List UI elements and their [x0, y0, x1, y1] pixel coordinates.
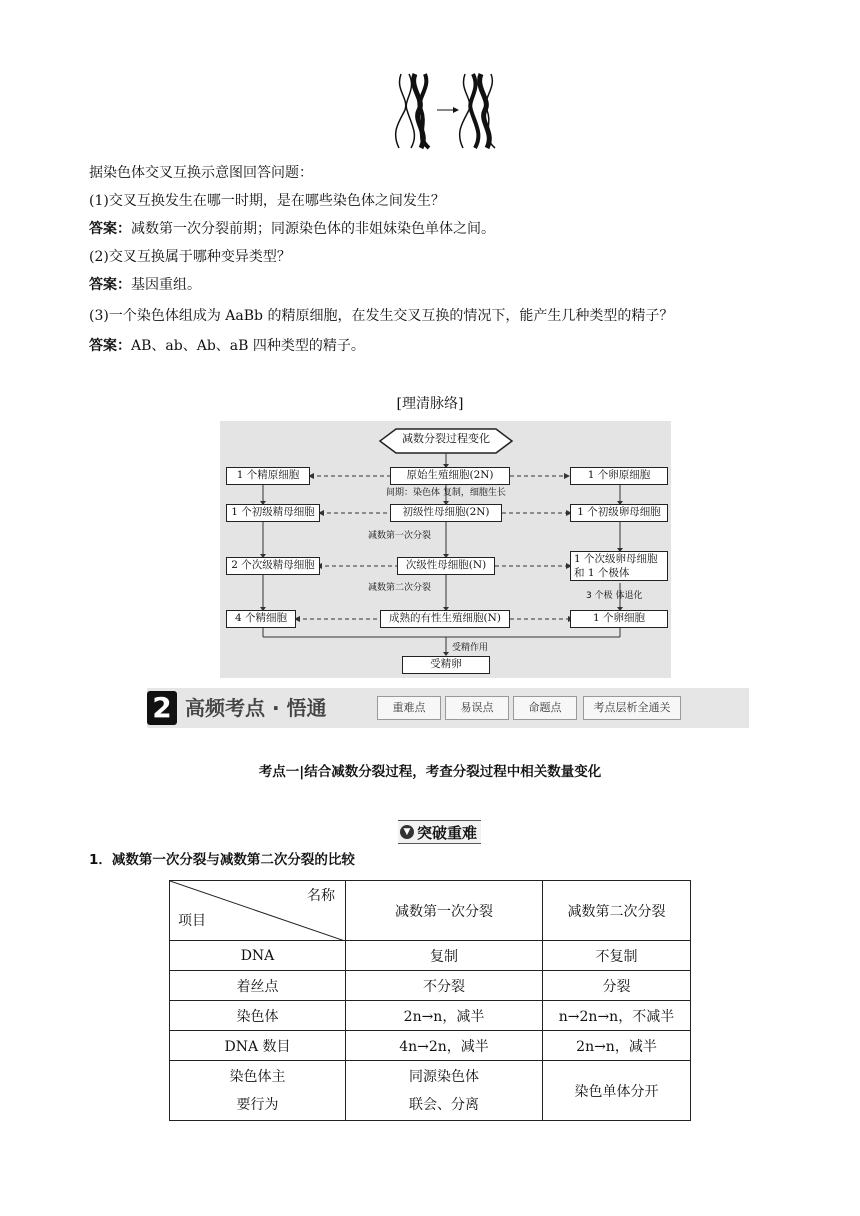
section-banner — [147, 688, 749, 728]
tupo-tag — [398, 820, 481, 844]
table-row-item: 染色体 — [170, 1001, 346, 1031]
tab-proposition[interactable]: 命题点 — [513, 696, 577, 720]
table-row-item — [170, 1061, 346, 1121]
section-number-badge: 2 — [147, 691, 177, 725]
table-cell-line: 同源染色体 — [409, 1068, 479, 1085]
answer-3 — [89, 336, 365, 356]
banner-title: 高频考点 · 悟通 — [185, 696, 327, 720]
table-row-item-line: 染色体主 — [229, 1068, 286, 1085]
answer-2 — [89, 275, 201, 295]
label-meiosis-1: 减数第一次分裂 — [368, 531, 432, 541]
left-box-3: 2 个次级精母细胞 — [226, 557, 320, 575]
label-interphase: 间期：染色体 复制，细胞生长 — [386, 488, 506, 498]
tupo-label: 突破重难 — [417, 823, 478, 842]
table-cell: 2n→n，减半 — [543, 1031, 691, 1061]
table-col-header-1: 减数第一次分裂 — [346, 881, 543, 941]
table-row — [170, 1001, 691, 1031]
kaodian-title: 考点一|结合减数分裂过程，考查分裂过程中相关数量变化 — [258, 764, 602, 780]
flowchart-title: 减数分裂过程变化 — [402, 432, 490, 445]
answer-2-text: 基因重组。 — [131, 277, 201, 293]
answer-label: 答案： — [89, 221, 131, 237]
answer-label: 答案： — [89, 277, 131, 293]
table-row — [170, 1031, 691, 1061]
left-box-2: 1 个初级精母细胞 — [226, 504, 320, 522]
middle-box-1: 原始生殖细胞(2N) — [390, 467, 510, 485]
table-row — [170, 1061, 691, 1121]
table-cell: 不分裂 — [346, 971, 543, 1001]
right-box-3: 1 个次级卵母细胞 和 1 个极体 — [570, 551, 668, 581]
arrow-icon — [453, 107, 459, 113]
crossover-diagram — [385, 70, 503, 152]
answer-3-text: AB、ab、Ab、aB 四种类型的精子。 — [131, 338, 365, 354]
section-title: [理清脉络] — [396, 396, 464, 412]
left-box-4: 4 个精细胞 — [226, 610, 296, 628]
answer-1 — [89, 219, 495, 239]
answer-1-text: 减数第一次分裂前期；同源染色体的非姐妹染色单体之间。 — [131, 221, 495, 237]
middle-box-3: 次级性母细胞(N) — [397, 557, 495, 575]
table-cell: 4n→2n，减半 — [346, 1031, 543, 1061]
question-3: (3)一个染色体组成为 AaBb 的精原细胞，在发生交叉互换的情况下，能产生几种类型的精子？ — [89, 308, 674, 324]
table-row-item-line: 要行为 — [236, 1096, 279, 1113]
label-fertilization: 受精作用 — [452, 643, 489, 653]
tab-error-prone[interactable]: 易误点 — [445, 696, 509, 720]
right-box-2: 1 个初级卵母细胞 — [570, 504, 668, 522]
label-meiosis-2: 减数第二次分裂 — [368, 583, 432, 593]
table-cell: 分裂 — [543, 971, 691, 1001]
table-row-item: 着丝点 — [170, 971, 346, 1001]
table-cell — [346, 1061, 543, 1121]
table-row-item: DNA 数目 — [170, 1031, 346, 1061]
left-box-1: 1 个精原细胞 — [226, 467, 310, 485]
table-row — [170, 941, 691, 971]
triangle-down-icon: ▼ — [400, 825, 414, 839]
tab-key-difficult[interactable]: 重难点 — [377, 696, 441, 720]
label-polar-body: 3 个极 体退化 — [586, 591, 643, 601]
flowchart-connectors — [220, 421, 671, 678]
corner-bottom-label: 项目 — [178, 913, 206, 929]
answer-label: 答案： — [89, 338, 131, 354]
table-cell-line: 联会、分离 — [409, 1096, 479, 1113]
corner-top-label: 名称 — [307, 888, 335, 904]
table-row-item: DNA — [170, 941, 346, 971]
comparison-table — [169, 880, 691, 1121]
right-box-4: 1 个卵细胞 — [570, 610, 668, 628]
tab-full-pass[interactable]: 考点层析全通关 — [583, 696, 681, 720]
question-1: (1)交叉互换发生在哪一时期，是在哪些染色体之间发生？ — [89, 193, 445, 209]
right-box-1: 1 个卵原细胞 — [570, 467, 668, 485]
list-heading: 1．减数第一次分裂与减数第二次分裂的比较 — [89, 852, 355, 868]
table-cell: 2n→n，减半 — [346, 1001, 543, 1031]
table-cell: 染色单体分开 — [543, 1061, 691, 1121]
table-cell: n→2n→n，不减半 — [543, 1001, 691, 1031]
middle-box-4: 成熟的有性生殖细胞(N) — [380, 610, 510, 628]
table-row — [170, 971, 691, 1001]
middle-box-2: 初级性母细胞(2N) — [390, 504, 502, 522]
intro-text: 据染色体交叉互换示意图回答问题： — [89, 165, 313, 181]
table-col-header-2: 减数第二次分裂 — [543, 881, 691, 941]
zygote-box: 受精卵 — [402, 656, 490, 674]
table-cell: 复制 — [346, 941, 543, 971]
question-2: (2)交叉互换属于哪种变异类型？ — [89, 249, 291, 265]
table-cell: 不复制 — [543, 941, 691, 971]
table-header-row — [170, 881, 691, 941]
table-corner — [170, 881, 346, 941]
meiosis-flowchart — [220, 421, 671, 678]
